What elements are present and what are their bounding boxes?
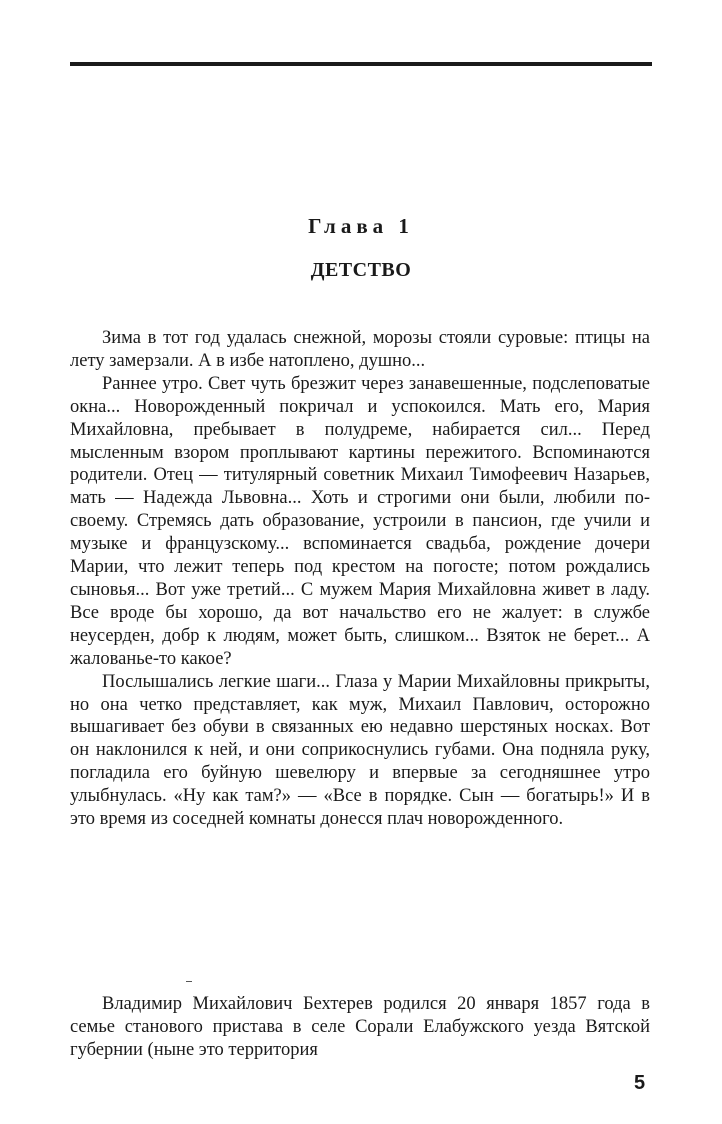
page-number: 5 bbox=[634, 1072, 646, 1094]
paragraph: Зима в тот год удалась снежной, морозы стояли суровые: птицы на лету замерзали. А в избе натоплено, душно... bbox=[70, 328, 650, 371]
section-mark bbox=[186, 981, 192, 982]
paragraph: Послышались легкие шаги... Глаза у Марии Михайловны прикрыты, но она четко представляет, как муж, Михаил Павлович, осторожно вышагивает без обуви в связанных ею недавно шерстяных носках. Вот он наклонился к ней, и они соприкоснулись губами. Она подняла руку, погладила его буйную шевелюру и впервые за сегодняшнее утро улыбнулась. «Ну как там?» — «Все в порядке. Сын — богатырь!» И в это время из соседней комнаты донесся плач новорожденного. bbox=[70, 671, 650, 830]
paragraph: Раннее утро. Свет чуть брезжит через занавешенные, подслеповатые окна... Новорожденный покричал и успокоился. Мать его, Мария Михайловна, пребывает в полудреме, набирается сил... Перед мысленным взором проплывают картины пережитого. Вспоминаются родители. Отец — титулярный советник Михаил Тимофеевич Назарьев, мать — Надежда Львовна... Хоть и строгими они были, любили по-своему. Стремясь дать образование, устроили в пансион, где учили и музыке и французскому... вспоминается свадьба, рождение дочери Марии, что лежит теперь под крестом на погосте; потом рождались сыновья... Вот уже третий... С мужем Мария Михайловна живет в ладу. Все вроде бы хорошо, да вот начальство его не жалует: в службе неусерден, добр к людям, может быть, слишком... Взяток не берет... А жалованье-то какое? bbox=[70, 373, 650, 669]
chapter-number: Глава 1 bbox=[308, 214, 414, 238]
section-text bbox=[70, 993, 650, 1062]
paragraph: Владимир Михайлович Бехтерев родился 20 января 1857 года в семье станового пристава в селе Сорали Елабужского уезда Вятской губернии (ныне это территория bbox=[70, 994, 650, 1060]
chapter-title: ДЕТСТВО bbox=[310, 259, 412, 281]
chapter-text bbox=[70, 327, 650, 831]
top-rule bbox=[70, 62, 652, 66]
